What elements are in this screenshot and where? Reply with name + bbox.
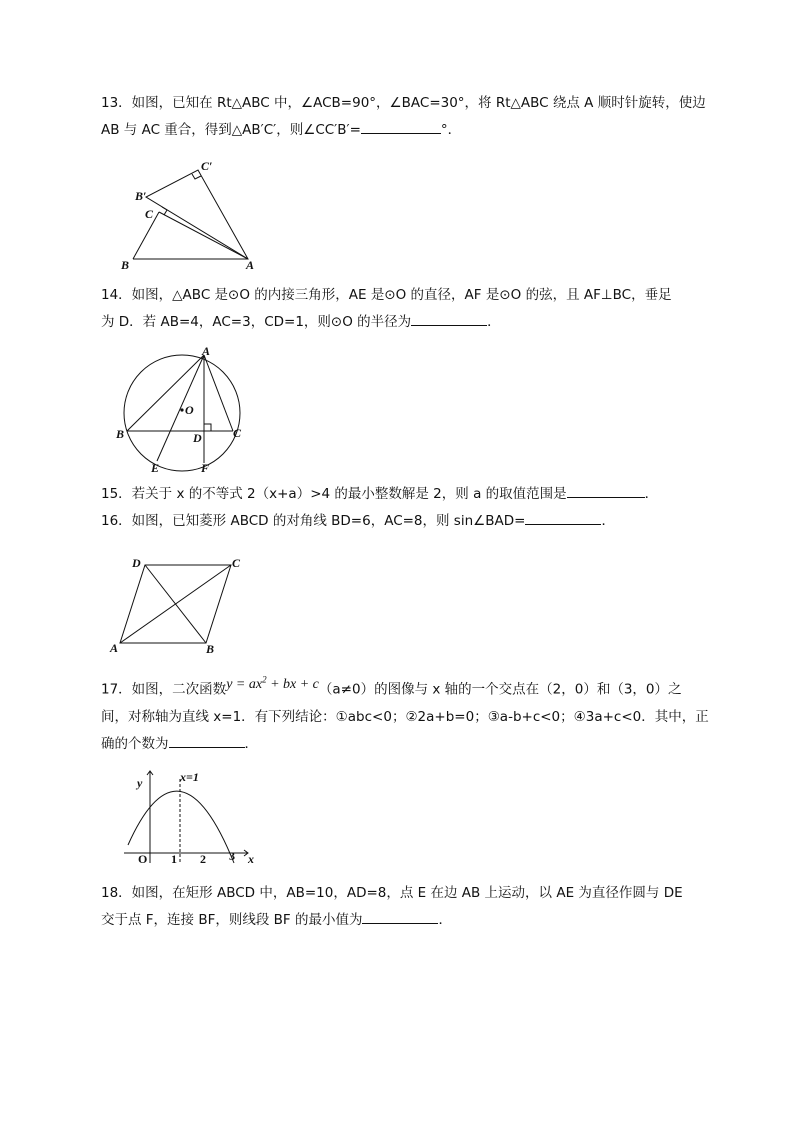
q16-label-D: D — [132, 556, 141, 570]
question-16 — [101, 508, 701, 535]
q14-line-AE — [157, 355, 204, 461]
q14-label-D: D — [193, 431, 202, 445]
q14-line-AC — [204, 355, 233, 431]
q16-diagonal-BD — [145, 565, 206, 643]
q14-label-B: B — [116, 427, 125, 441]
question-18 — [101, 880, 701, 934]
q17-formula-eq: = ax — [232, 676, 263, 692]
q13-label-A: A — [246, 258, 255, 272]
q16-answer-blank[interactable] — [525, 510, 601, 525]
q17-tick-2: 2 — [200, 852, 206, 866]
q18-line2 — [101, 907, 701, 934]
q17-line2: 间，对称轴为直线 x=1．有下列结论：①abc<0；②2a+b=0；③a-b+c<0；④3a+c<0．其中，正 — [101, 708, 709, 725]
q13-right-angle-Cp — [192, 174, 201, 179]
q18-answer-blank[interactable] — [362, 909, 438, 924]
q13-label-Bp: B′ — [135, 189, 147, 203]
q13-label-C: C — [145, 207, 154, 221]
q14-label-O: O — [185, 403, 194, 417]
q14-line-AB — [127, 355, 204, 431]
q17-tick-3: 3 — [229, 849, 235, 863]
q13-answer-blank[interactable] — [361, 119, 441, 134]
q17-line1-rest: （a≠0）的图像与 x 轴的一个交点在（2，0）和（3，0）之 — [318, 681, 682, 698]
q15-answer-blank[interactable] — [567, 483, 645, 498]
q16-line1 — [101, 508, 701, 535]
q17-formula — [226, 674, 319, 692]
q18-line1: 18．如图，在矩形 ABCD 中，AB=10，AD=8，点 E 在边 AB 上运动，以 AE 为直径作圆与 DE — [101, 885, 683, 901]
q16-figure — [108, 555, 248, 655]
q14-label-C: C — [233, 426, 242, 440]
q16-line1-text: 16．如图，已知菱形 ABCD 的对角线 BD=6，AC=8，则 sin∠BAD= — [101, 513, 526, 529]
q17-figure — [120, 767, 265, 867]
q17-tick-1: 1 — [171, 852, 177, 866]
q14-figure — [115, 345, 250, 475]
q17-line1 — [101, 672, 701, 704]
q17-line3 — [101, 731, 701, 758]
q17-tick-O: O — [138, 852, 148, 866]
q17-suffix: ． — [244, 735, 258, 752]
q17-formula-y: y — [226, 676, 233, 692]
q17-prefix: 17．如图，二次函数 — [101, 681, 227, 698]
q13-suffix: °． — [440, 122, 462, 138]
q14-circle — [124, 355, 240, 471]
q13-figure — [115, 155, 265, 275]
q14-label-F: F — [201, 461, 210, 475]
q15-line1 — [101, 481, 701, 508]
q14-label-A: A — [202, 344, 211, 358]
q14-label-E: E — [151, 461, 160, 475]
question-17 — [101, 672, 709, 758]
q13-line1: 13．如图，已知在 Rt△ABC 中，∠ACB=90°，∠BAC=30°，将 Rt△ABC 绕点 A 顺时针旋转，使边 — [101, 95, 706, 111]
q16-label-B: B — [206, 642, 215, 656]
q14-right-angle-D — [204, 424, 211, 431]
q14-suffix: ． — [487, 314, 501, 330]
q16-label-A: A — [110, 641, 119, 655]
q13-line2-text: AB 与 AC 重合，得到△AB′C′，则∠CC′B′= — [101, 122, 361, 138]
question-14 — [101, 282, 701, 336]
q13-label-Cp: C′ — [201, 159, 213, 173]
q14-center-point — [180, 408, 183, 411]
q18-suffix: ． — [438, 912, 452, 928]
q14-line2-text: 为 D．若 AB=4，AC=3，CD=1，则⊙O 的半径为 — [101, 314, 412, 330]
q14-line1: 14．如图，△ABC 是⊙O 的内接三角形，AE 是⊙O 的直径，AF 是⊙O 的弦，且 AF⊥BC，垂足 — [101, 287, 672, 303]
q14-line2 — [101, 309, 701, 336]
q17-label-axis: x=1 — [180, 770, 199, 784]
q17-label-x: x — [248, 852, 254, 866]
q13-line2 — [101, 117, 701, 144]
question-15 — [101, 481, 701, 508]
q13-label-B: B — [121, 258, 130, 272]
q17-formula-exp: 2 — [262, 674, 267, 684]
q17-label-y: y — [137, 776, 143, 790]
q17-formula-rest: + bx + c — [266, 676, 319, 692]
q15-line1-text: 15．若关于 x 的不等式 2（x+a）>4 的最小整数解是 2，则 a 的取值范围是 — [101, 486, 567, 502]
question-13 — [101, 90, 706, 144]
q18-line2-text: 交于点 F，连接 BF，则线段 BF 的最小值为 — [101, 912, 363, 928]
q17-line3-text: 确的个数为 — [101, 735, 169, 752]
q16-label-C: C — [232, 556, 241, 570]
q15-suffix: ． — [644, 486, 659, 502]
q14-answer-blank[interactable] — [411, 311, 487, 326]
q17-answer-blank[interactable] — [169, 733, 245, 748]
q16-suffix: ． — [601, 513, 615, 529]
